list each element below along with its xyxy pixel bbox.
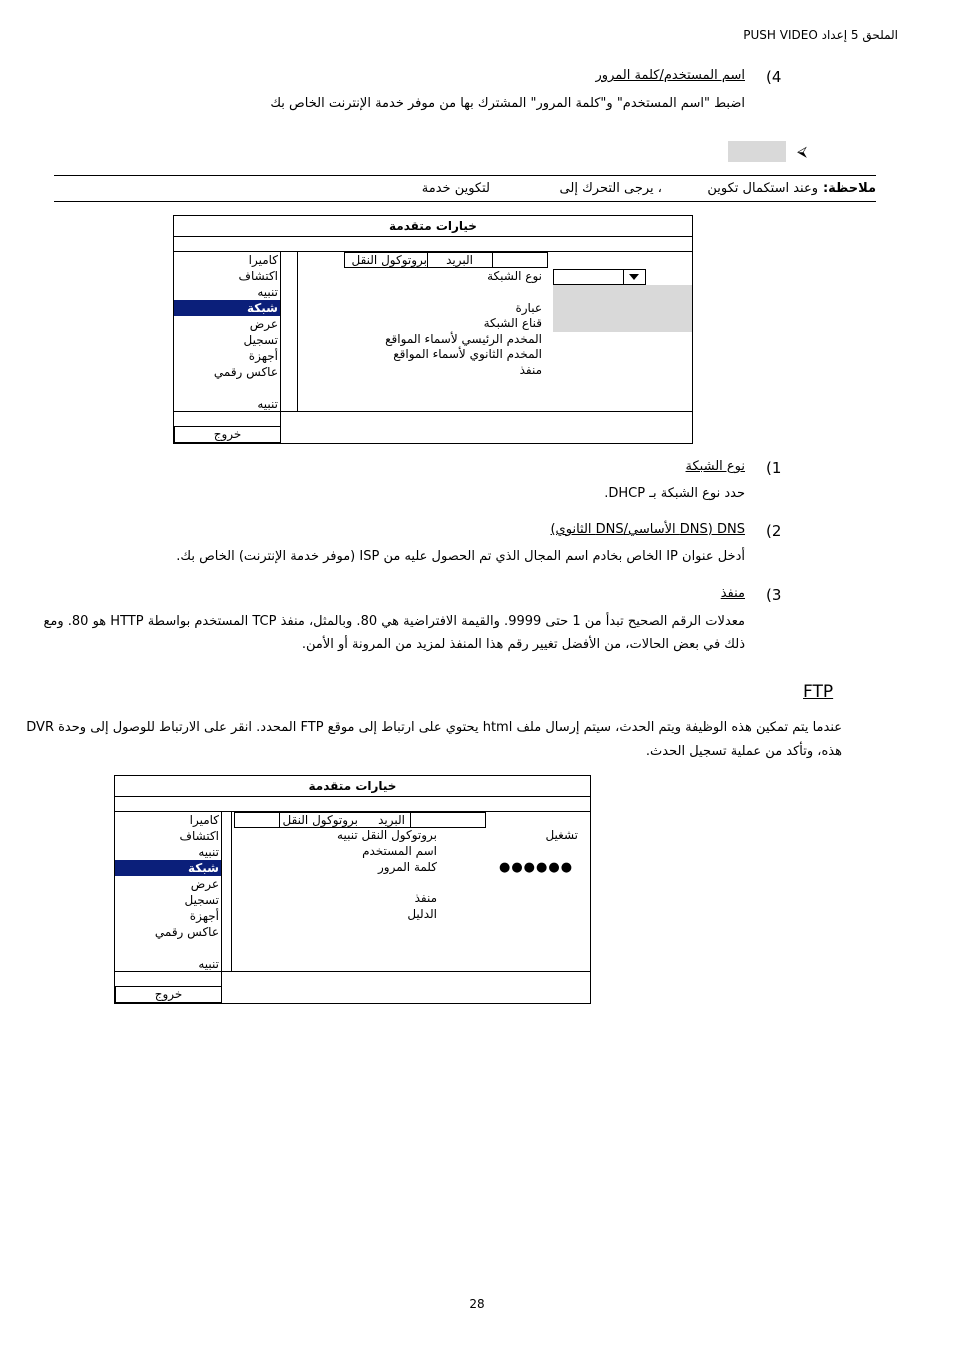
field-network-type: نوع الشبكة: [487, 269, 542, 283]
note-top-rule: [54, 175, 876, 176]
menu-item-alert[interactable]: تنبيه: [257, 285, 278, 299]
ftp-heading: FTP: [803, 682, 834, 702]
side-menu: [115, 812, 221, 972]
item-text-3-line-1: معدلات الرقم الصحيح تبدأ من 1 حتى 9999. والقيمة الافتراضية هي 80. وبالمثل، منفذ TCP المستخدم بواسطة HTTP هو 80. ومع: [43, 614, 745, 629]
menu-divider-left: [231, 811, 232, 971]
item-number-2: (2: [766, 522, 782, 540]
menu-item-alert[interactable]: تنبيه: [198, 845, 219, 859]
menu-item-camera[interactable]: كاميرا: [189, 813, 219, 827]
dialog-title: خيارات متقدمة: [115, 776, 590, 797]
field-gateway: عبارة: [515, 301, 542, 315]
menu-item-detection[interactable]: اكتشاف: [238, 269, 278, 283]
note-bottom-rule: [54, 201, 876, 202]
network-type-select[interactable]: [553, 269, 646, 285]
note-text-3: لتكوين خدمة: [421, 181, 490, 196]
menu-item-network[interactable]: شبكة: [174, 300, 280, 316]
ftp-text-line-2: هذه، وتأكد من عملية تسجيل الحدث.: [645, 744, 842, 759]
item-heading-3: منفذ: [720, 586, 745, 601]
menu-item-detection[interactable]: اكتشاف: [179, 829, 219, 843]
item-text-1: حدد نوع الشبكة بـ DHCP.: [604, 486, 745, 501]
menu-item-display[interactable]: عرض: [249, 317, 278, 331]
dialog-title: خيارات متقدمة: [174, 216, 692, 237]
running-header: الملحق 5 إعداد PUSH VIDEO: [743, 28, 898, 42]
item-text-2: أدخل عنوان IP الخاص بخادم اسم المجال الذي تم الحصول عليه من ISP (موفر خدمة الإنترنت) الخاص بك.: [176, 549, 745, 564]
placeholder-box: [728, 141, 786, 162]
menu-item-devices[interactable]: أجهزة: [248, 349, 278, 363]
tab-divider-2: [410, 813, 411, 827]
item-heading-1: نوع الشبكة: [685, 459, 745, 474]
menu-item-dcck[interactable]: عاكس رقمي: [154, 925, 219, 939]
menu-item-record[interactable]: تسجيل: [184, 893, 219, 907]
tab-divider-1: [279, 813, 280, 827]
page-number: 28: [469, 1297, 485, 1311]
value-on[interactable]: تشغيل: [545, 828, 578, 842]
field-secondary-dns: المخدم الثانوي لأسماء المواقع: [393, 347, 542, 361]
field-netmask: قناع الشبكة: [483, 316, 542, 330]
note-label: ملاحظة:: [822, 181, 876, 196]
menu-item-record[interactable]: تسجيل: [243, 333, 278, 347]
tab-protocol[interactable]: بروتوكول النقل: [282, 813, 358, 827]
note-text-1: وعند استكمال تكوين: [707, 181, 818, 196]
item-number-1: (1: [766, 459, 782, 477]
menu-item-notify[interactable]: تنبيه: [257, 397, 278, 411]
item-heading-2: DNS (DNS الأساسي/DNS الثانوي): [550, 522, 745, 537]
menu-item-empty: [174, 380, 280, 396]
exit-button[interactable]: خروج: [115, 986, 222, 1003]
ftp-text-line-1: عندما يتم تمكين هذه الوظيفة ويتم الحدث، سيتم إرسال ملف html يحتوي على ارتباط إلى موقع FTP المحدد. انقر على الارتباط للوصول إلى وحدة DVR: [26, 720, 842, 735]
password-value[interactable]: ●●●●●●: [499, 860, 574, 875]
tab-strip: [234, 812, 486, 828]
field-password: كلمة المرور: [377, 860, 437, 874]
field-protocol-alert: بروتوكول النقل تنبيه: [337, 828, 437, 842]
menu-item-network[interactable]: شبكة: [115, 860, 221, 876]
tab-divider-1: [427, 253, 428, 267]
tab-mail[interactable]: البريد: [378, 813, 405, 827]
menu-divider-right: [280, 251, 281, 444]
menu-item-dcck[interactable]: عاكس رقمي: [213, 365, 278, 379]
step-number: (4: [766, 68, 782, 86]
field-primary-dns: المخدم الرئيسي لأسماء المواقع: [385, 332, 542, 346]
step-text: اضبط "اسم المستخدم" و"كلمة المرور" المشترك بها من موفر خدمة الإنترنت الخاص بك: [270, 96, 745, 111]
step-heading: اسم المستخدم/كلمة المرور: [595, 68, 745, 83]
menu-item-camera[interactable]: كاميرا: [248, 253, 278, 267]
field-username: اسم المستخدم: [362, 844, 437, 858]
note-text-2: ، يرجى التحرك إلى: [559, 181, 662, 196]
menu-item-display[interactable]: عرض: [190, 877, 219, 891]
arrow-icon: ⮘: [797, 144, 807, 160]
tab-divider-2: [492, 253, 493, 267]
exit-button[interactable]: خروج: [174, 426, 281, 443]
menu-divider-left: [297, 251, 298, 411]
advanced-options-dialog-ftp: [114, 775, 591, 1004]
menu-item-empty: [115, 940, 221, 956]
tab-strip: [344, 252, 548, 268]
item-text-3-line-2: ذلك في بعض الحالات، من الأفضل تغيير رقم هذا المنفذ لمزيد من المرونة أو الأمن.: [301, 637, 745, 652]
chevron-down-icon: [623, 270, 645, 284]
menu-item-devices[interactable]: أجهزة: [189, 909, 219, 923]
advanced-options-dialog-network: [173, 215, 693, 444]
menu-divider-right: [221, 811, 222, 1004]
field-port: منفذ: [414, 891, 437, 905]
side-menu: [174, 252, 280, 412]
tab-protocol[interactable]: بروتوكول النقل: [351, 253, 427, 267]
ip-values-area: [553, 285, 692, 332]
menu-item-notify[interactable]: تنبيه: [198, 957, 219, 971]
item-number-3: (3: [766, 586, 782, 604]
tab-mail[interactable]: البريد: [446, 253, 473, 267]
field-directory: الدليل: [407, 907, 437, 921]
field-port: منفذ: [519, 363, 542, 377]
